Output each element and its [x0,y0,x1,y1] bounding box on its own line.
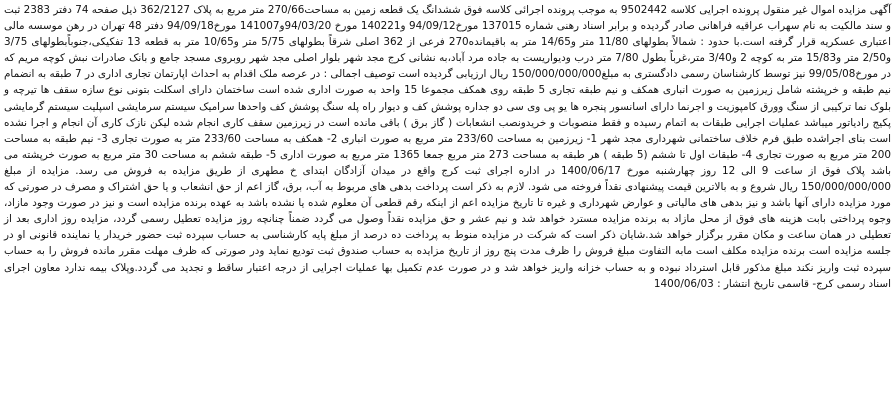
notice-body-text: آگهی مزایده اموال غیر منقول پرونده اجرایی کلاسه 9502442 به موجب پرونده اجرائی کلاسه فوق ششدانگ یک قطعه زمین به مساحت270/66 متر مربع به پلاک 362/2127 ذیل صفحه 74 دفتر 2383 ثبت و سند مالکیت به نام سهراب عراقیه فراهانی صادر گردیده و برابر اسناد رهنی شماره 137015 مورخ94/09/12 و140221 مورخ 94/03/20و141007 مورخ94/09/18 دفتر 48 تهران در رهن موسسه مالی اعتباری عسکریه قرار گرفته است.با حدود : شمالاً بطولهای 11/80 متر و14/65 متر به باقیمانده270 فرعی از 362 اصلی شرقاً بطولهای 5/75 متر و10/65 متر به قطعه 13 تفکیکی،جنوباًبطولهای 3/75 و2/50 متر و15/83 متر به کوچه 2 و3/40 متر،غرباً بطول 7/80 متر درب ودیواریست به جاده مرد آباد،به نشانی کرج مجد شهر بلوار اصلی مجد شهر روبروی مسجد جامع و بانک صادرات نبش کوچه مریم که در مورخ99/05/08 نیز توسط کارشناسان رسمی دادگستری به مبلغ150/000/000/000 ریال ارزیابی گردیده است توصیف اجمالی : در عرصه ملک اقدام به احداث اپارتمان تجاری اداری در 7 طبقه به انضمام نیم طبقه و خرپشته شامل زیرزمین به صورت انباری همکف و نیم طبقه تجاری 5 طبقه روی همکف مجموعا 15 واحد به صورت اداری شده است ساختمان دارای اسکلت بتونی نوع سازه سقف ها تیرچه و بلوک نما ترکیبی از سنگ وورق کامپوزیت و اجرنما دارای اسانسور پنجره ها یو پی وی سی دو جداره پوشش کف و دیوار راه پله سنگ پوشش کف واحدها سرامیک سیستم سرمایشی اسپلیت سیستم گرمایشی پکیج رادیاتور میباشد عملیات اجرایی طبقات به اتمام رسیده و فقط منصوبات و خریدونصب انشعابات ( گاز برق ) باقی مانده است در زیرزمین سقف کاری انجام شده لیکن نازک کاری آن انجام و اجرا نشده است بنای اجراشده طبق فرم خلاف ساختمانی شهرداری مجد شهر 1- زیرزمین به مساحت 233/60 متر مربع به صورت انباری 2- همکف به مساحت 233/60 متر به صورت تجاری 3- نیم طبقه به مساحت 200 متر مربع به صورت تجاری 4- طبقات اول تا ششم (5 طبقه ) هر طبقه به مساحت 273 متر مربع جمعا 1365 متر مربع به صورت اداری 5- طبقه ششم به مساحت 30 متر مربع به صورت خرپشته می باشد پلاک فوق از ساعت 9 الی 12 روز چهارشنبه مورخ 1400/06/17 در اداره اجرای ثبت کرج واقع در میدان آزادگان ابتدای خ مطهری از طریق مزایده به فروش می رسد. مزایده از مبلغ 150/000/000/000 ریال شروع و به بالاترین قیمت پیشنهادی نقداً فروخته می شود. لازم به ذکر است پرداخت بدهی های مربوط به آب، برق، گاز اعم از حق انشعاب و یا حق اشتراک و مصرف در صورتی که مورد مزایده دارای آنها باشد و نیز بدهی های مالیاتی و عوارض شهرداری و غیره تا تاریخ مزایده اعم از اینکه رقم قطعی آن معلوم شده یا نشده باشد به عهده برنده مزایده است و نیز در صورت وجود مازاد، وجوه پرداختی بابت هزینه های فوق از محل مازاد به برنده مزایده مسترد خواهد شد و نیم عشر و حق مزایده نقداً وصول می گردد ضمناً چنانچه روز مزایده تعطیل رسمی گردد، مزایده روز اداری بعد از تعطیلی در همان ساعت و مکان مقرر برگزار خواهد شد.شایان ذکر است که شرکت در مزایده منوط به پرداخت ده درصد از مبلغ پایه کارشناسی به حساب سپرده ثبت حضور خریدار یا نماینده قانونی او در جلسه مزایده است برنده مزایده مکلف است مابه التفاوت مبلغ فروش را ظرف مدت پنج روز از تاریخ مزایده به حساب صندوق ثبت تودیع نماید ودر صورتی که ظرف مهلت مقرر مانده فروش را به حساب سپرده ثبت واریز نکند مبلغ مذکور قابل استرداد نبوده و به حساب خزانه واریز خواهد شد و در صورت عدم تکمیل بها عملیات اجرایی از درجه اعتبار ساقط و تجدید می گردد.وپلاک بیمه ندارد معاون اجرای اسناد رسمی کرج- قاسمی تاریخ انتشار : 1400/06/03 [4,4,892,290]
